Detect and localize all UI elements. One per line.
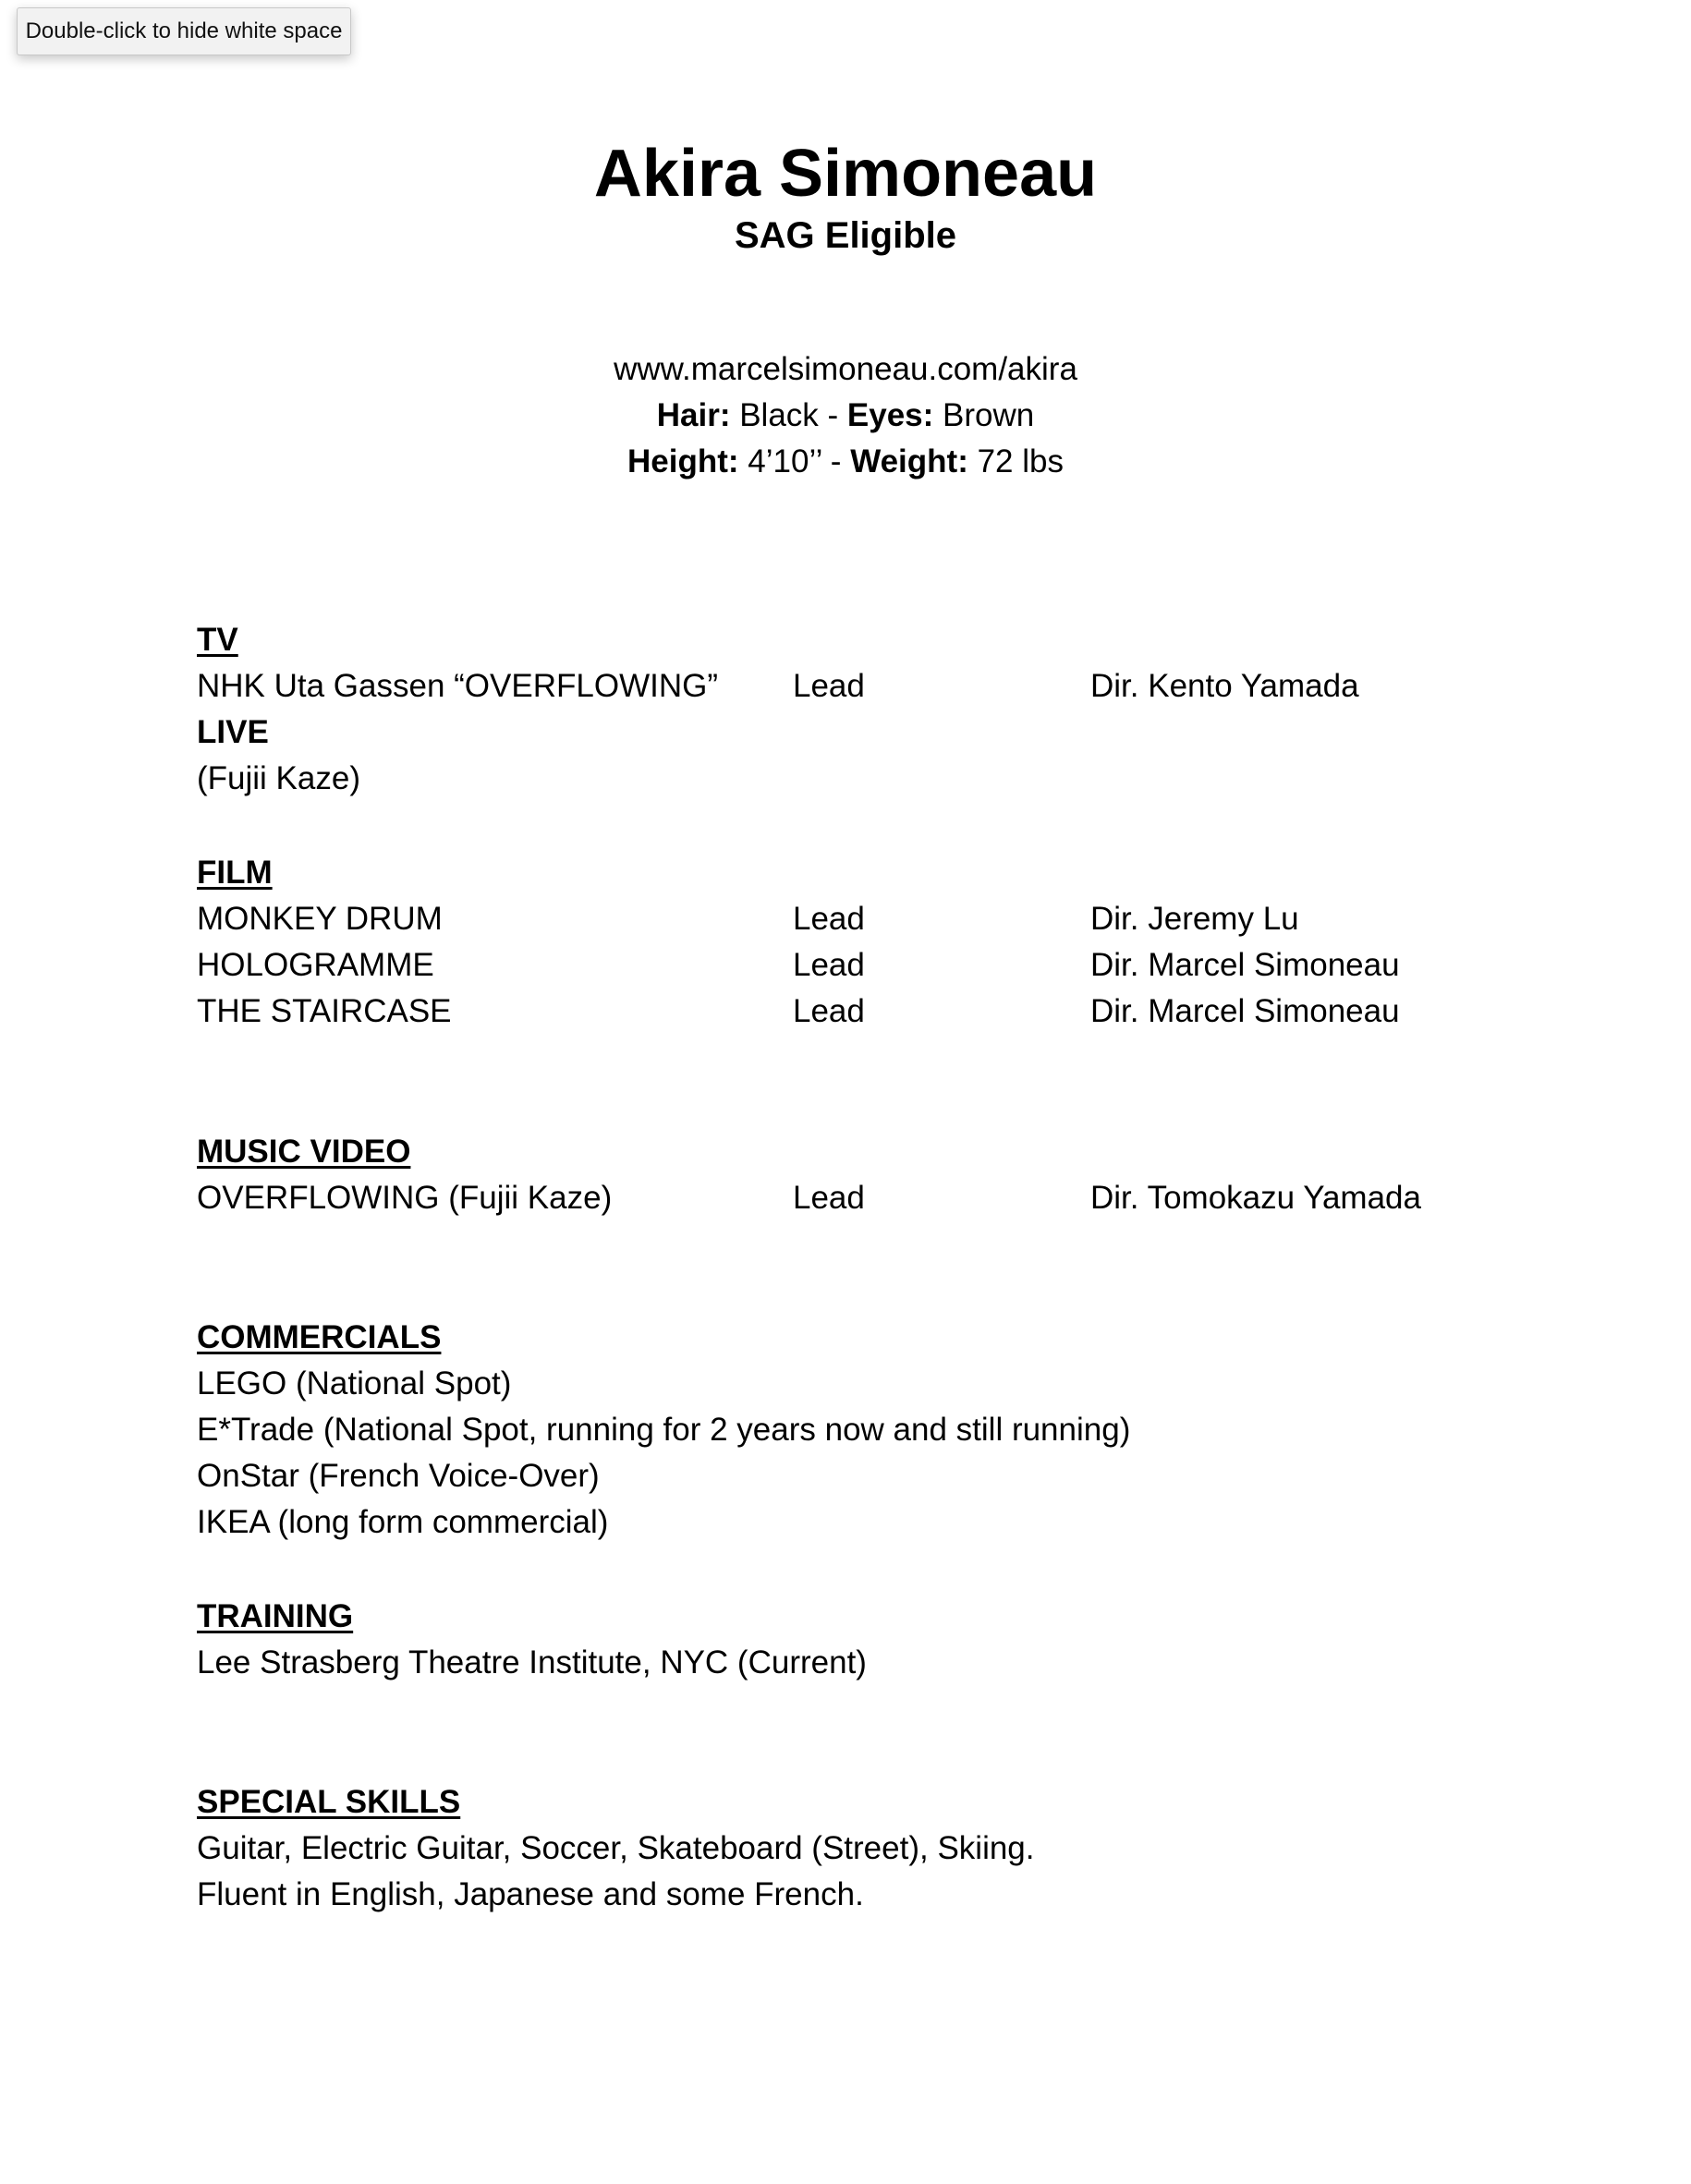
eyes-label: Eyes:	[846, 397, 934, 433]
section-heading-commercials: COMMERCIALS	[197, 1319, 442, 1355]
credit-director: Dir. Kento Yamada	[1090, 668, 1359, 704]
credit-title: MONKEY DRUM	[197, 901, 443, 937]
credit-director: Dir. Jeremy Lu	[1090, 901, 1299, 937]
section-tv	[197, 617, 1359, 796]
list-item: LEGO (National Spot)	[197, 1365, 512, 1401]
credit-title: THE STAIRCASE	[197, 993, 452, 1029]
list-item: Guitar, Electric Guitar, Soccer, Skateboard (Street), Skiing.	[197, 1830, 1035, 1866]
weight-value: 72 lbs	[967, 443, 1064, 479]
hide-whitespace-tooltip[interactable]: Double-click to hide white space	[17, 7, 351, 55]
list-item: Fluent in English, Japanese and some French.	[197, 1876, 864, 1912]
credit-row	[197, 942, 1400, 989]
hair-eyes-line	[0, 393, 1691, 439]
credit-role: Lead	[793, 993, 865, 1029]
section-heading-film: FILM	[197, 855, 273, 891]
credit-row	[197, 1175, 1421, 1221]
credit-director: Dir. Tomokazu Yamada	[1090, 1180, 1421, 1216]
section-music-video	[197, 1129, 1421, 1221]
credit-role: Lead	[793, 668, 865, 704]
credit-title: NHK Uta Gassen “OVERFLOWING” LIVE (Fujii Kaze)	[197, 668, 718, 796]
height-label: Height:	[627, 443, 739, 479]
section-heading-tv: TV	[197, 622, 238, 658]
contact-block	[0, 346, 1691, 485]
hair-value: Black -	[730, 397, 847, 433]
section-commercials	[197, 1315, 1130, 1546]
credit-row	[197, 989, 1400, 1035]
section-heading-special-skills: SPECIAL SKILLS	[197, 1784, 461, 1820]
list-item: Lee Strasberg Theatre Institute, NYC (Current)	[197, 1644, 867, 1680]
list-item: IKEA (long form commercial)	[197, 1504, 609, 1540]
section-heading-training: TRAINING	[197, 1598, 354, 1634]
list-item: E*Trade (National Spot, running for 2 years now and still running)	[197, 1412, 1131, 1448]
credit-title: OVERFLOWING (Fujii Kaze)	[197, 1180, 613, 1216]
list-item: OnStar (French Voice-Over)	[197, 1458, 600, 1494]
credit-title: HOLOGRAMME	[197, 947, 434, 983]
credit-director: Dir. Marcel Simoneau	[1090, 947, 1400, 983]
credit-row	[197, 663, 1359, 796]
height-weight-line	[0, 439, 1691, 485]
section-heading-music-video: MUSIC VIDEO	[197, 1134, 411, 1170]
eyes-value: Brown	[933, 397, 1035, 433]
hair-label: Hair:	[656, 397, 731, 433]
section-training	[197, 1594, 867, 1686]
credit-row	[197, 896, 1299, 942]
credit-role: Lead	[793, 1180, 865, 1216]
section-special-skills	[197, 1779, 1035, 1918]
website-link[interactable]: www.marcelsimoneau.com/akira	[614, 351, 1077, 387]
union-status: SAG Eligible	[734, 215, 957, 256]
credit-role: Lead	[793, 901, 865, 937]
height-value: 4’10’’ -	[738, 443, 851, 479]
actor-name: Akira Simoneau	[593, 137, 1098, 211]
section-film	[197, 850, 1400, 1035]
weight-label: Weight:	[850, 443, 968, 479]
credit-director: Dir. Marcel Simoneau	[1090, 993, 1400, 1029]
credit-role: Lead	[793, 947, 865, 983]
